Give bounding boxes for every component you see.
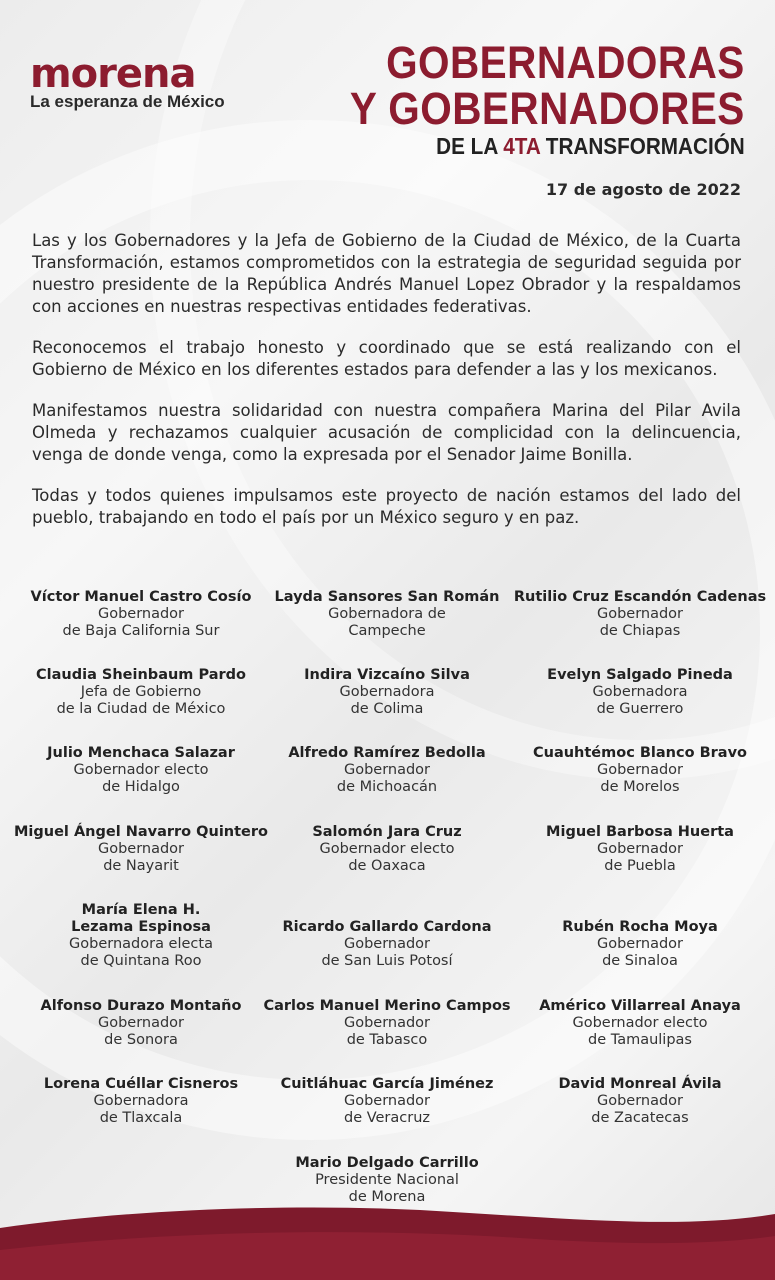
- signer: [258, 1076, 516, 1127]
- signer-title: Jefa de Gobierno de la Ciudad de México: [56, 684, 226, 717]
- signer-name: Américo Villarreal Anaya: [539, 998, 741, 1014]
- signer: [12, 902, 270, 970]
- paragraph: Todas y todos quienes impulsamos este proyecto de nación estamos del lado del pueblo, trabajando en todo el país por un México seguro y en paz.: [32, 486, 741, 527]
- signer: [511, 998, 769, 1049]
- signer-name: Cuitláhuac García Jiménez: [280, 1076, 494, 1092]
- logo-tagline: La esperanza de México: [30, 92, 225, 111]
- headline-suffix: TRANSFORMACIÓN: [540, 133, 745, 159]
- signer-name: Claudia Sheinbaum Pardo: [36, 667, 246, 683]
- signer: [258, 998, 516, 1049]
- signer-name: Cuauhtémoc Blanco Bravo: [532, 745, 747, 761]
- paragraph: Reconocemos el trabajo honesto y coordinado que se está realizando con el Gobierno de México en los diferentes estados para defender a las y los mexicanos.: [32, 338, 741, 379]
- signer: [258, 745, 516, 796]
- signer: [12, 824, 270, 875]
- footer-wave-band: [0, 1200, 775, 1280]
- headline-accent: 4TA: [503, 133, 541, 159]
- signer-name: Alfonso Durazo Montaño: [40, 998, 242, 1014]
- signer-title: Gobernador de Michoacán: [336, 762, 438, 795]
- signer-name: Carlos Manuel Merino Campos: [263, 998, 511, 1014]
- signer-name: Alfredo Ramírez Bedolla: [288, 745, 486, 761]
- signer-name: Rubén Rocha Moya: [562, 919, 718, 935]
- signer-name: Salomón Jara Cruz: [312, 824, 462, 840]
- signer-title: Gobernador de Veracruz: [343, 1093, 431, 1126]
- headline-line-1: GOBERNADORAS: [386, 37, 745, 88]
- signer-name: Evelyn Salgado Pineda: [547, 667, 733, 683]
- signer-title: Gobernador de Zacatecas: [591, 1093, 689, 1126]
- signer-title: Gobernadora electa de Quintana Roo: [69, 936, 213, 969]
- signer: [12, 745, 270, 796]
- signer-title: Gobernadora de Tlaxcala: [93, 1093, 189, 1126]
- signer-name: Julio Menchaca Salazar: [47, 745, 235, 761]
- signer: [511, 589, 769, 640]
- headline-line-2: Y GOBERNADORES: [350, 83, 745, 134]
- signer: [12, 667, 270, 718]
- signer: [258, 1155, 516, 1206]
- signer-title: Gobernador de Puebla: [596, 841, 684, 874]
- morena-logo: [30, 51, 225, 111]
- paragraph: Las y los Gobernadores y la Jefa de Gobierno de la Ciudad de México, de la Cuarta Transformación, estamos comprometidos con la estrategia de seguridad seguida por nuestro presidente de la República Andrés Manuel Lopez Obrador y la respaldamos con acciones en nuestras respectivas entidades federativas.: [32, 231, 741, 316]
- signer-name: Layda Sansores San Román: [274, 589, 500, 605]
- signer-title: Gobernadora de Colima: [339, 684, 435, 717]
- signer-name: Miguel Barbosa Huerta: [546, 824, 734, 840]
- signer: [258, 824, 516, 875]
- headline-line-3: [350, 132, 745, 160]
- signer-name: Ricardo Gallardo Cardona: [282, 919, 492, 935]
- signer-title: Gobernador electo de Hidalgo: [73, 762, 209, 795]
- signer: [258, 919, 516, 970]
- headline-prefix: DE LA: [436, 133, 504, 159]
- signer: [12, 998, 270, 1049]
- signer-name: Rutilio Cruz Escandón Cadenas: [513, 589, 767, 605]
- logo-word: morena: [30, 51, 196, 97]
- signer-name: María Elena H. Lezama Espinosa: [71, 902, 211, 935]
- signer-title: Gobernador de Sonora: [97, 1015, 185, 1048]
- signer: [511, 919, 769, 970]
- signer-title: Gobernador de San Luis Potosí: [321, 936, 453, 969]
- signer-title: Gobernador de Chiapas: [596, 606, 684, 639]
- signer-name: David Monreal Ávila: [558, 1076, 722, 1092]
- signer: [511, 667, 769, 718]
- signer-name: Lorena Cuéllar Cisneros: [43, 1076, 239, 1092]
- signer-name: Indira Vizcaíno Silva: [304, 667, 470, 683]
- signer: [511, 824, 769, 875]
- signer-name: Miguel Ángel Navarro Quintero: [13, 824, 269, 840]
- signer: [258, 589, 516, 640]
- signer-title: Gobernadora de Guerrero: [592, 684, 688, 717]
- signer-title: Gobernador electo de Tamaulipas: [572, 1015, 708, 1048]
- document-date: 17 de agosto de 2022: [545, 180, 741, 199]
- signer: [511, 745, 769, 796]
- paragraph: Manifestamos nuestra solidaridad con nuestra compañera Marina del Pilar Avila Olmeda y rechazamos cualquier acusación de complicidad con la delincuencia, venga de donde venga, como la expresada por el Senador Jaime Bonilla.: [32, 401, 741, 464]
- signer: [12, 589, 270, 640]
- signer-title: Gobernador de Morelos: [596, 762, 684, 795]
- signer-title: Presidente Nacional de Morena: [315, 1172, 459, 1205]
- signer-title: Gobernador de Tabasco: [343, 1015, 431, 1048]
- signer-title: Gobernador de Baja California Sur: [62, 606, 220, 639]
- statement-body: [32, 230, 741, 548]
- signer: [12, 1076, 270, 1127]
- signer-title: Gobernadora de Campeche: [328, 606, 446, 639]
- headline: [306, 37, 745, 160]
- signer: [258, 667, 516, 718]
- signer-title: Gobernador de Nayarit: [97, 841, 185, 874]
- signer-title: Gobernador de Sinaloa: [596, 936, 684, 969]
- signer-name: Mario Delgado Carrillo: [295, 1155, 479, 1171]
- signer: [511, 1076, 769, 1127]
- signer-name: Víctor Manuel Castro Cosío: [30, 589, 252, 605]
- signer-title: Gobernador electo de Oaxaca: [319, 841, 455, 874]
